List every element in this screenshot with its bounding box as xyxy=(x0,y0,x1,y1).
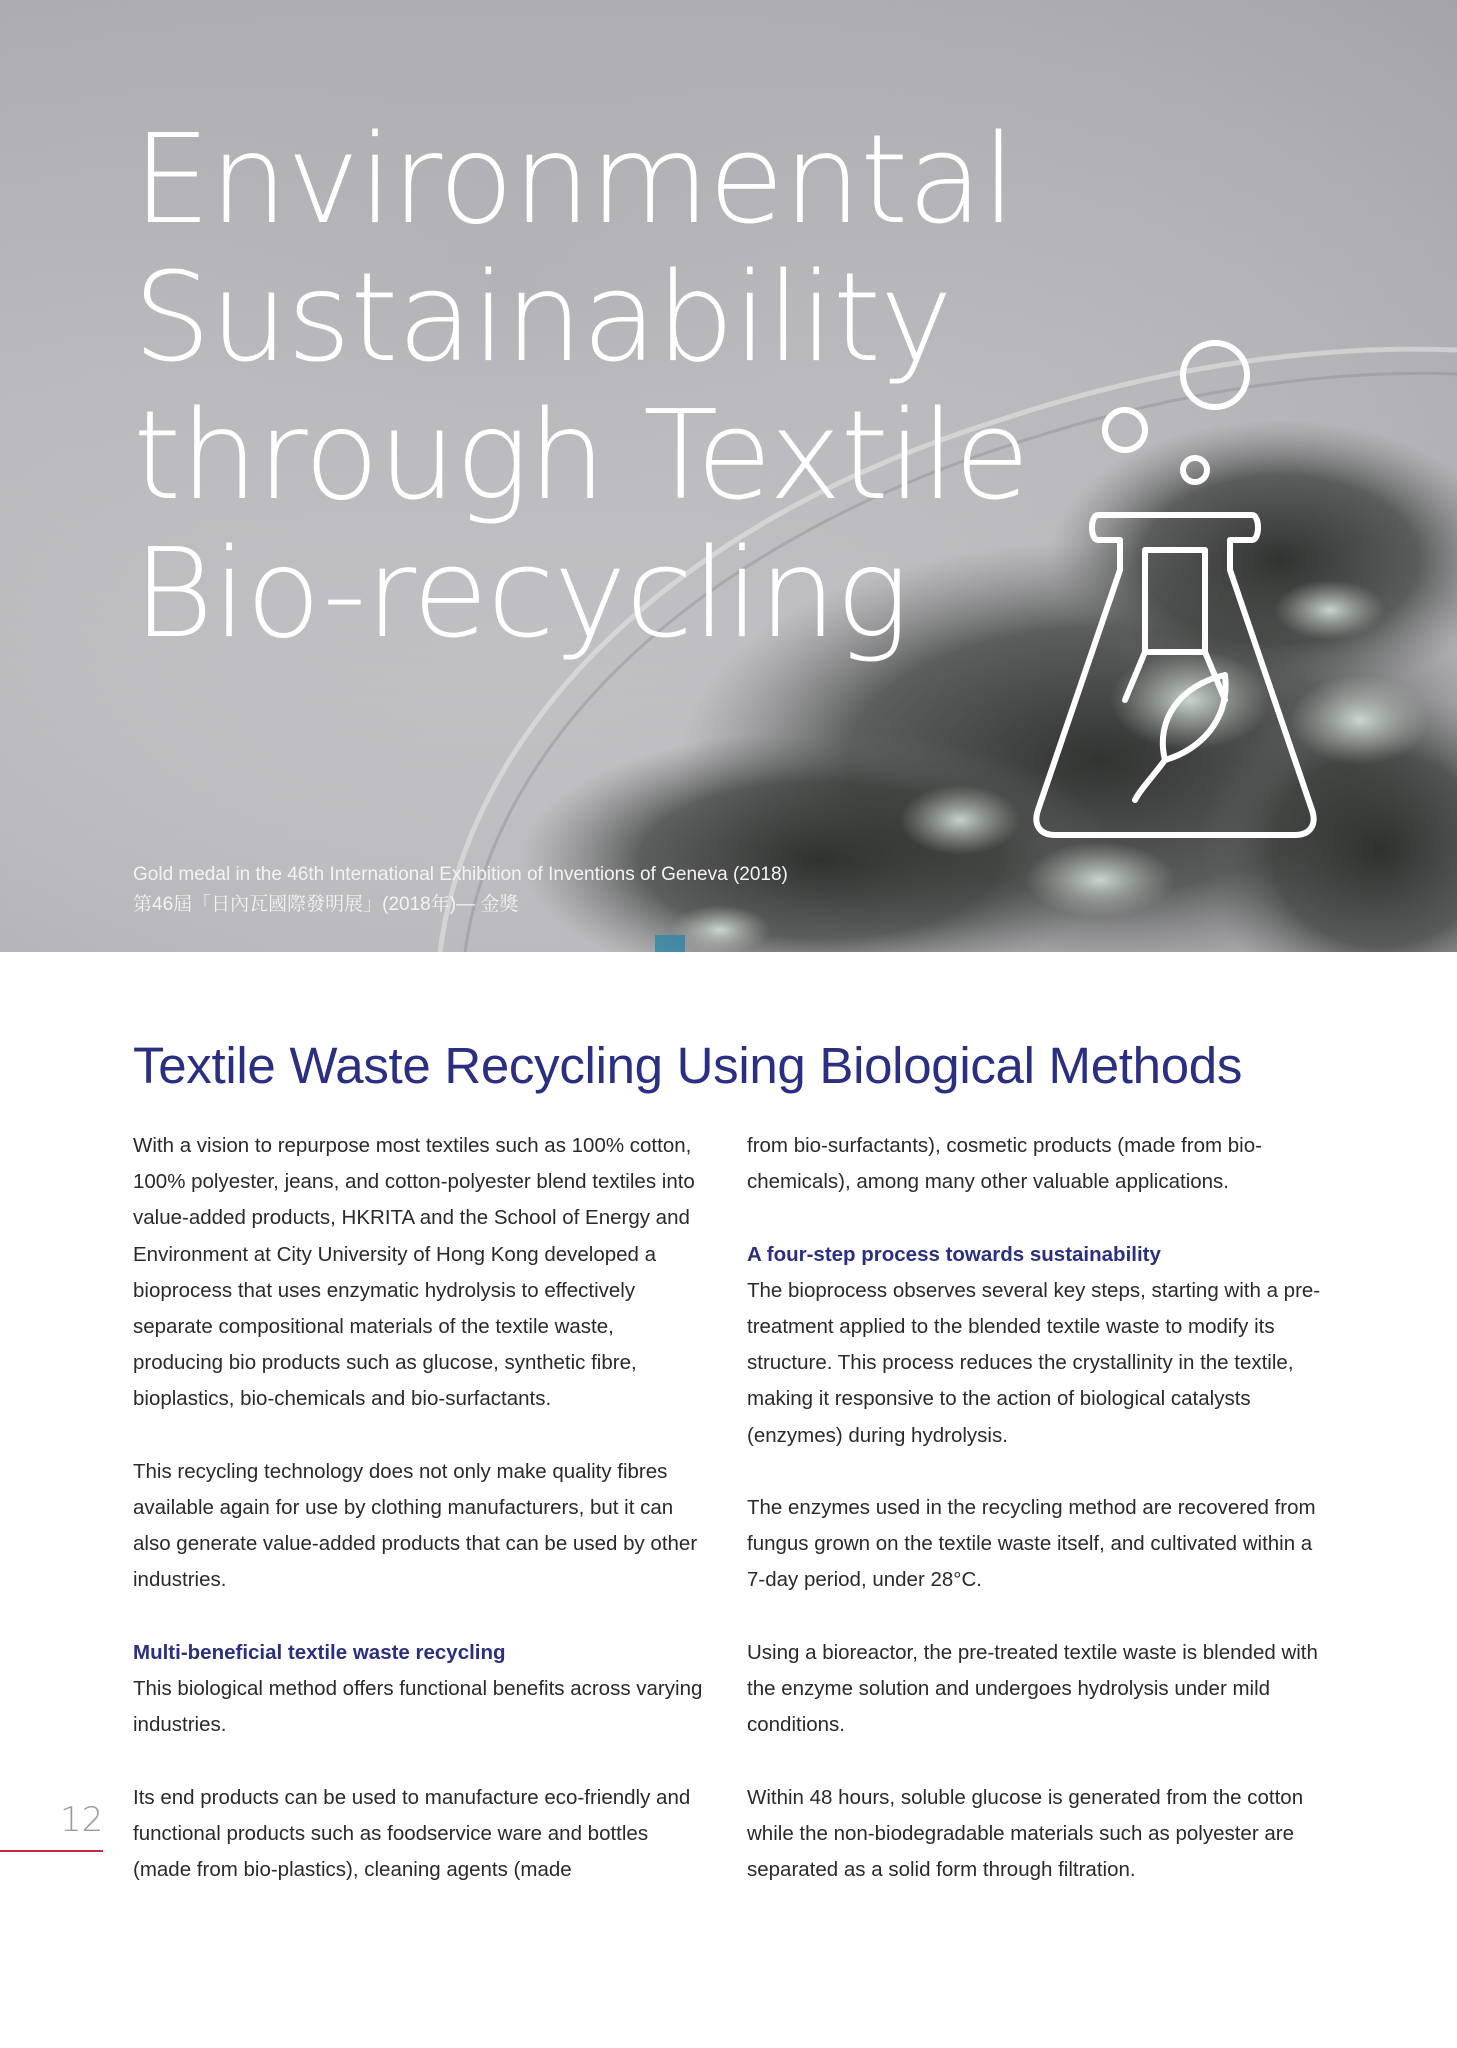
paragraph: The enzymes used in the recycling method are recovered from fungus grown on the textile waste itself, and cultivated within a 7-day period, under 28°C. xyxy=(747,1496,1316,1592)
paragraph: This biological method offers functional benefits across varying industries. xyxy=(133,1677,703,1737)
hero-title-line: through Textile xyxy=(133,385,1029,528)
hero-title-line: Environmental xyxy=(133,109,1015,252)
award-chinese: 第46屆「日內瓦國際發明展」(2018年)— 金獎 xyxy=(133,894,519,915)
paragraph: from bio-surfactants), cosmetic products (made from bio-chemicals), among many other valuable applications. xyxy=(747,1134,1262,1194)
paragraph: The bioprocess observes several key steps, starting with a pre-treatment applied to the blended textile waste to modify its structure. This process reduces the crystallinity in the textile, making it responsive to the action of biological catalysts (enzymes) during hydrolysis. xyxy=(747,1278,1321,1447)
paragraph: Its end products can be used to manufacture eco-friendly and functional products such as foodservice ware and bottles (made from bio-plastics), cleaning agents (made xyxy=(133,1785,691,1882)
paragraph: Within 48 hours, soluble glucose is generated from the cotton while the non-biodegradable materials such as polyester are separated as a solid form through filtration. xyxy=(747,1785,1304,1881)
page-number: 12 xyxy=(60,1800,104,1840)
subheading: Multi-beneficial textile waste recycling xyxy=(133,1640,506,1664)
section-title: Textile Waste Recycling Using Biological Methods xyxy=(133,1037,1243,1094)
left-column xyxy=(133,1128,708,1924)
paragraph: Using a bioreactor, the pre-treated textile waste is blended with the enzyme solution and undergoes hydrolysis under mild conditions. xyxy=(747,1640,1318,1737)
hero-title-line: Bio-recycling xyxy=(133,523,909,666)
page-number-rule xyxy=(0,1850,103,1852)
subheading: A four-step process towards sustainability xyxy=(747,1242,1161,1266)
award-english: Gold medal in the 46th International Exhibition of Inventions of Geneva (2018) xyxy=(133,864,788,885)
paragraph: This recycling technology does not only make quality fibres available again for use by clothing manufacturers, but it can also generate value-added products that can be used by other industries. xyxy=(133,1459,698,1592)
hero-banner xyxy=(0,0,1457,952)
paragraph: With a vision to repurpose most textiles such as 100% cotton, 100% polyester, jeans, and cotton-polyester blend textiles into value-added products, HKRITA and the School of Energy and Environment at City University of Hong Kong developed a bioprocess that uses enzymatic hydrolysis to effectively separate compositional materials of the textile waste, producing bio products such as glucose, synthetic fibre, bioplastics, bio-chemicals and bio-surfactants. xyxy=(133,1134,695,1411)
hero-title-line: Sustainability xyxy=(133,247,952,390)
right-column xyxy=(747,1128,1327,1924)
award-caption xyxy=(133,860,788,920)
flask-leaf-icon xyxy=(1030,330,1330,850)
hero-title xyxy=(133,109,1133,666)
